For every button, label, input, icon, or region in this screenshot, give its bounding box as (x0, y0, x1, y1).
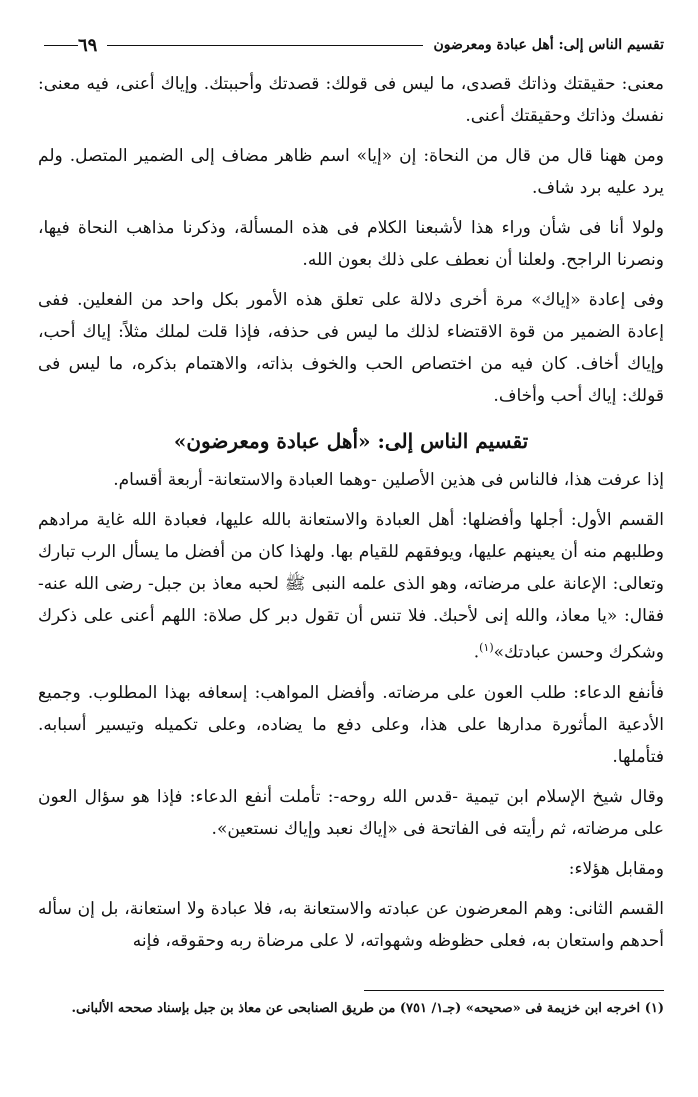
section-heading: تقسيم الناس إلى: «أهل عبادة ومعرضون» (173, 429, 529, 453)
main-text (38, 68, 664, 957)
paragraph: ومقابل هؤلاء: (568, 858, 664, 879)
paragraph: القسم الثانى: وهم المعرضون عن عبادته والاستعانة به، فلا عبادة ولا استعانة، بل إن سأله أحدهم واستعان به، فعلى حظوظه وشهواته، لا على مرضاة ربه وحقوقه، فإنه (38, 898, 664, 951)
paragraph: معنى: حقيقتك وذاتك قصدى، ما ليس فى قولك: قصدتك وأحببتك. وإياك أعنى، فيه معنى: نفسك وذاتك وحقيقتك أعنى. (38, 74, 664, 126)
paragraph-text: القسم الأول: أجلها وأفضلها: أهل العبادة والاستعانة بالله عليها، فعبادة الله غاية مرادهم وطلبهم منه أن يعينهم عليها، ويوفقهم للقيام بها. ولهذا كان من أفضل ما يسأل الرب تبارك وتعالى: الإعانة على مرضاته، وهو الذى علمه النبى ﷺ لحبه معاذ بن جبل- رضى الله عنه- فقال: «يا معاذ، والله إنى لأحبك. فلا تنس أن تقول دبر كل صلاة: اللهم أعنى على ذكرك وشكرك وحسن عبادتك» (38, 510, 664, 663)
page-number: ٦٩ (78, 34, 98, 56)
paragraph: ولولا أنا فى شأن وراء هذا لأشبعنا الكلام فى هذه المسألة، وذكرنا مذاهب النحاة فيها، ونصرنا الراجح. ولعلنا أن نعطف على ذلك بعون الله. (38, 218, 664, 270)
running-title: تقسيم الناس إلى: أهل عبادة ومعرضون (433, 37, 664, 53)
paragraph: وقال شيخ الإسلام ابن تيمية -قدس الله روحه-: تأملت أنفع الدعاء: فإذا هو سؤال العون على مرضاته، ثم رأيته فى الفاتحة فى «إياك نعبد وإياك نستعين». (38, 786, 664, 839)
header-rule (107, 45, 423, 46)
paragraph: فأنفع الدعاء: طلب العون على مرضاته. وأفضل المواهب: إسعافه بهذا المطلوب. وجميع الأدعية المأثورة مدارها على هذا، وعلى دفع ما يضاده، وعلى تكميله وتيسير أسبابه. فتأملها. (38, 682, 664, 767)
footnote: (١) اخرجه ابن خزيمة فى «صحيحه» (جـ١/ ٧٥١) من طريق الصنابحى عن معاذ بن جبل بإسناد صححه الألبانى. (71, 1001, 664, 1016)
footnote-separator (364, 990, 664, 991)
footnote-marker[interactable]: (١) (479, 641, 494, 654)
header-dash (44, 45, 78, 46)
paragraph-with-footnote: القسم الأول: أجلها وأفضلها: أهل العبادة والاستعانة بالله عليها، فعبادة الله غاية مرادهم وطلبهم منه أن يعينهم عليها، ويوفقهم للقيام بها. ولهذا كان من أفضل ما يسأل الرب تبارك وتعالى: الإعانة على مرضاته، وهو الذى علمه النبى ﷺ لحبه معاذ بن جبل- رضى الله عنه- فقال: «يا معاذ، والله إنى لأحبك. فلا تنس أن تقول دبر كل صلاة: اللهم أعنى على ذكرك وشكرك وحسن عبادتك»$^{(١)}$. (38, 510, 664, 663)
paragraph: وفى إعادة «إياك» مرة أخرى دلالة على تعلق هذه الأمور بكل واحد من الفعلين. ففى إعادة الضمير من قوة الاقتضاء لذلك ما ليس فى حذفه، فإذا قلت لملك مثلاً: إياك أحب، وإياك أخاف. كان فيه من اختصاص الحب والخوف بذاته، والاهتمام بذكره، ما ليس فى قولك: إياك أحب وأخاف. (38, 290, 664, 406)
paragraph: إذا عرفت هذا، فالناس فى هذين الأصلين -وهما العبادة والاستعانة- أربعة أقسام. (113, 470, 664, 490)
running-header (38, 28, 664, 62)
paragraph: ومن ههنا قال من قال من النحاة: إن «إيا» اسم ظاهر مضاف إلى الضمير المتصل. ولم يرد عليه برد شاف. (38, 146, 664, 198)
